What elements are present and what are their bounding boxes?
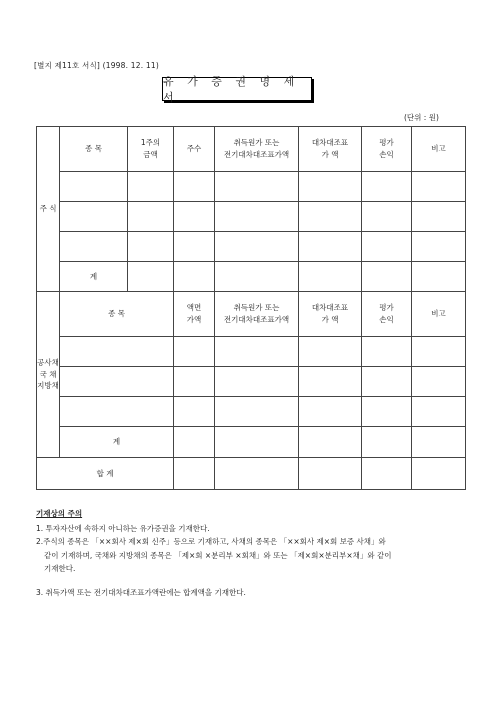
entry-cell[interactable] xyxy=(215,367,299,397)
entry-cell[interactable] xyxy=(215,397,299,427)
entry-cell[interactable] xyxy=(299,202,362,232)
entry-cell[interactable] xyxy=(215,262,299,292)
entry-cell[interactable] xyxy=(60,232,128,262)
header-cell: 종 목 xyxy=(60,127,128,172)
entry-cell[interactable] xyxy=(299,397,362,427)
entry-cell[interactable] xyxy=(215,232,299,262)
entry-cell[interactable] xyxy=(174,202,215,232)
table-row xyxy=(37,367,466,397)
entry-cell[interactable] xyxy=(362,367,412,397)
entry-cell[interactable] xyxy=(412,458,466,490)
header-cell: 종 목 xyxy=(60,292,174,337)
header-cell: 액면 가액 xyxy=(174,292,215,337)
note-item-2: 2.주식의 종목은 「××회사 제×회 신주」등으로 기재하고, 사채의 종목은 「××회사 제×회 보증 사채」와 xyxy=(36,537,386,546)
entry-cell[interactable] xyxy=(299,337,362,367)
entry-cell[interactable] xyxy=(215,172,299,202)
stocks-subtotal-label: 계 xyxy=(60,262,128,292)
entry-cell[interactable] xyxy=(60,172,128,202)
document-title: 유 가 증 권 명 세 서 xyxy=(162,77,312,101)
entry-cell[interactable] xyxy=(174,397,215,427)
entry-cell[interactable] xyxy=(60,367,174,397)
bonds-subtotal-row xyxy=(37,427,466,458)
entry-cell[interactable] xyxy=(412,202,466,232)
entry-cell[interactable] xyxy=(60,337,174,367)
entry-cell[interactable] xyxy=(215,202,299,232)
header-cell: 주수 xyxy=(174,127,215,172)
entry-cell[interactable] xyxy=(299,232,362,262)
entry-cell[interactable] xyxy=(299,367,362,397)
entry-cell[interactable] xyxy=(362,397,412,427)
entry-cell[interactable] xyxy=(362,262,412,292)
header-cell: 취득원가 또는 전기대차대조표가액 xyxy=(215,127,299,172)
notes-title: 기재상의 주의 xyxy=(36,509,83,518)
entry-cell[interactable] xyxy=(215,427,299,458)
bonds-section-label: 공사채 국 채 지방채 xyxy=(37,292,60,458)
entry-cell[interactable] xyxy=(362,458,412,490)
grand-total-row xyxy=(37,458,466,490)
header-cell: 취득원가 또는 전기대차대조표가액 xyxy=(215,292,299,337)
note-item-3: 3. 취득가액 또는 전기대차대조표가액란에는 합계액을 기재한다. xyxy=(36,587,246,597)
securities-table xyxy=(36,126,466,490)
note-item-1: 1. 투자자산에 속하지 아니하는 유가증권을 기재한다. xyxy=(36,523,210,533)
entry-cell[interactable] xyxy=(128,232,174,262)
entry-cell[interactable] xyxy=(412,262,466,292)
entry-cell[interactable] xyxy=(215,458,299,490)
entry-cell[interactable] xyxy=(174,262,215,292)
entry-cell[interactable] xyxy=(299,458,362,490)
grand-total-label: 합 계 xyxy=(37,458,174,490)
entry-cell[interactable] xyxy=(362,202,412,232)
note-item-2-cont: 기재한다. xyxy=(44,564,76,573)
header-cell: 평가 손익 xyxy=(362,292,412,337)
entry-cell[interactable] xyxy=(174,458,215,490)
note-item-2-cont: 같이 기재하며, 국채와 지방채의 종목은 「제×회 ×분리부 ×회채」와 또는 「제×회×분리부×채」와 같이 xyxy=(44,550,392,560)
form-reference: [별지 제11호 서식] (1998. 12. 11) xyxy=(34,61,159,70)
entry-cell[interactable] xyxy=(362,427,412,458)
entry-cell[interactable] xyxy=(174,337,215,367)
entry-cell[interactable] xyxy=(362,172,412,202)
entry-cell[interactable] xyxy=(412,367,466,397)
table-row xyxy=(37,397,466,427)
header-cell: 대차대조표 가 액 xyxy=(299,127,362,172)
entry-cell[interactable] xyxy=(60,202,128,232)
entry-cell[interactable] xyxy=(412,397,466,427)
entry-cell[interactable] xyxy=(215,337,299,367)
entry-cell[interactable] xyxy=(174,367,215,397)
table-row xyxy=(37,292,466,337)
header-cell: 대차대조표 가 액 xyxy=(299,292,362,337)
entry-cell[interactable] xyxy=(299,262,362,292)
entry-cell[interactable] xyxy=(128,172,174,202)
stocks-subtotal-row xyxy=(37,262,466,292)
header-cell: 비고 xyxy=(412,292,466,337)
entry-cell[interactable] xyxy=(174,232,215,262)
entry-cell[interactable] xyxy=(412,232,466,262)
entry-cell[interactable] xyxy=(174,172,215,202)
entry-cell[interactable] xyxy=(174,427,215,458)
header-cell: 비고 xyxy=(412,127,466,172)
entry-cell[interactable] xyxy=(362,337,412,367)
notes-section xyxy=(36,507,471,599)
entry-cell[interactable] xyxy=(60,397,174,427)
entry-cell[interactable] xyxy=(362,232,412,262)
unit-label: (단위 : 원) xyxy=(404,113,439,122)
header-cell: 1주의 금액 xyxy=(128,127,174,172)
header-cell: 평가 손익 xyxy=(362,127,412,172)
table-row xyxy=(37,172,466,202)
table-row xyxy=(37,337,466,367)
entry-cell[interactable] xyxy=(412,337,466,367)
table-row xyxy=(37,202,466,232)
entry-cell[interactable] xyxy=(412,172,466,202)
bonds-subtotal-label: 계 xyxy=(60,427,174,458)
stocks-section-label: 주 식 xyxy=(37,127,60,292)
entry-cell[interactable] xyxy=(299,172,362,202)
table-row xyxy=(37,232,466,262)
entry-cell[interactable] xyxy=(412,427,466,458)
entry-cell[interactable] xyxy=(128,262,174,292)
entry-cell[interactable] xyxy=(128,202,174,232)
table-row xyxy=(37,127,466,172)
entry-cell[interactable] xyxy=(299,427,362,458)
